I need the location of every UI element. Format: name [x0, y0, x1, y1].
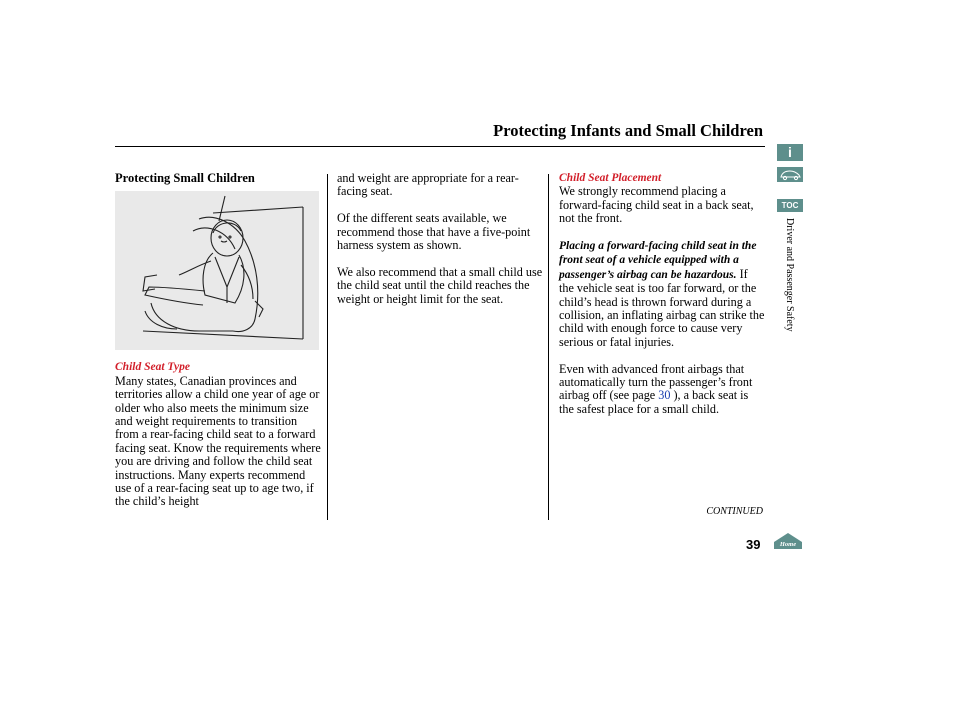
column-2: [337, 172, 547, 319]
child-seat-illustration: [115, 191, 319, 350]
paragraph: [559, 363, 765, 417]
text-run: ), a back seat is the safest place for a small child.: [559, 388, 749, 416]
text-run: Even with advanced front airbags that automatically turn the passenger’s front airbag off (see page: [559, 361, 753, 403]
toc-tab[interactable]: TOC: [777, 199, 803, 212]
page-number: 39: [746, 537, 761, 552]
column-divider-1: [327, 174, 328, 520]
child-seat-type-heading: Child Seat Type: [115, 361, 190, 374]
car-index-tab[interactable]: [777, 167, 803, 182]
column-divider-2: [548, 174, 549, 520]
paragraph: Of the different seats available, we recommend those that have a five-point harness system as shown.: [337, 211, 531, 253]
section-heading: Protecting Small Children: [115, 171, 255, 185]
home-button[interactable]: [773, 532, 803, 550]
paragraph: and weight are appropriate for a rear-facing seat.: [337, 171, 519, 199]
child-seat-placement-heading: Child Seat Placement: [559, 172, 662, 184]
warning-text: Placing a forward-facing child seat in the front seat of a vehicle equipped with a passenger’s airbag can be hazardous.: [559, 240, 757, 281]
column-3: [559, 172, 765, 430]
car-icon: [777, 167, 803, 182]
title-rule: [115, 146, 765, 147]
home-label: Home: [779, 541, 797, 548]
warning-detail: If the vehicle seat is too far forward, or the child’s head is thrown forward during a collision, an inflating airbag can strike the child with enough force to cause very serious or fatal injuries.: [559, 266, 765, 349]
child-in-seat-icon: [115, 191, 319, 350]
column-1: [115, 172, 321, 509]
child-seat-type-text: Many states, Canadian provinces and territories allow a child one year of age or older who also meets the minimum size and weight requirements to transition from a rear-facing child seat to a forward facing seat. Know the requirements where you are driving and follow the child seat instructions. Many experts recommend use of a rear-facing seat up to age two, if the child’s height: [115, 373, 321, 509]
page-link[interactable]: 30: [658, 388, 671, 403]
continued-label: CONTINUED: [706, 506, 763, 517]
home-icon: [773, 532, 803, 550]
page-title: Protecting Infants and Small Children: [493, 121, 763, 140]
paragraph: We strongly recommend placing a forward-facing child seat in a back seat, not the front.: [559, 184, 754, 226]
section-side-label: Driver and Passenger Safety: [784, 218, 795, 332]
warning-paragraph: [559, 239, 765, 349]
paragraph: We also recommend that a small child use the child seat until the child reaches the weight or height limit for the seat.: [337, 264, 543, 306]
info-tab[interactable]: i: [777, 144, 803, 161]
